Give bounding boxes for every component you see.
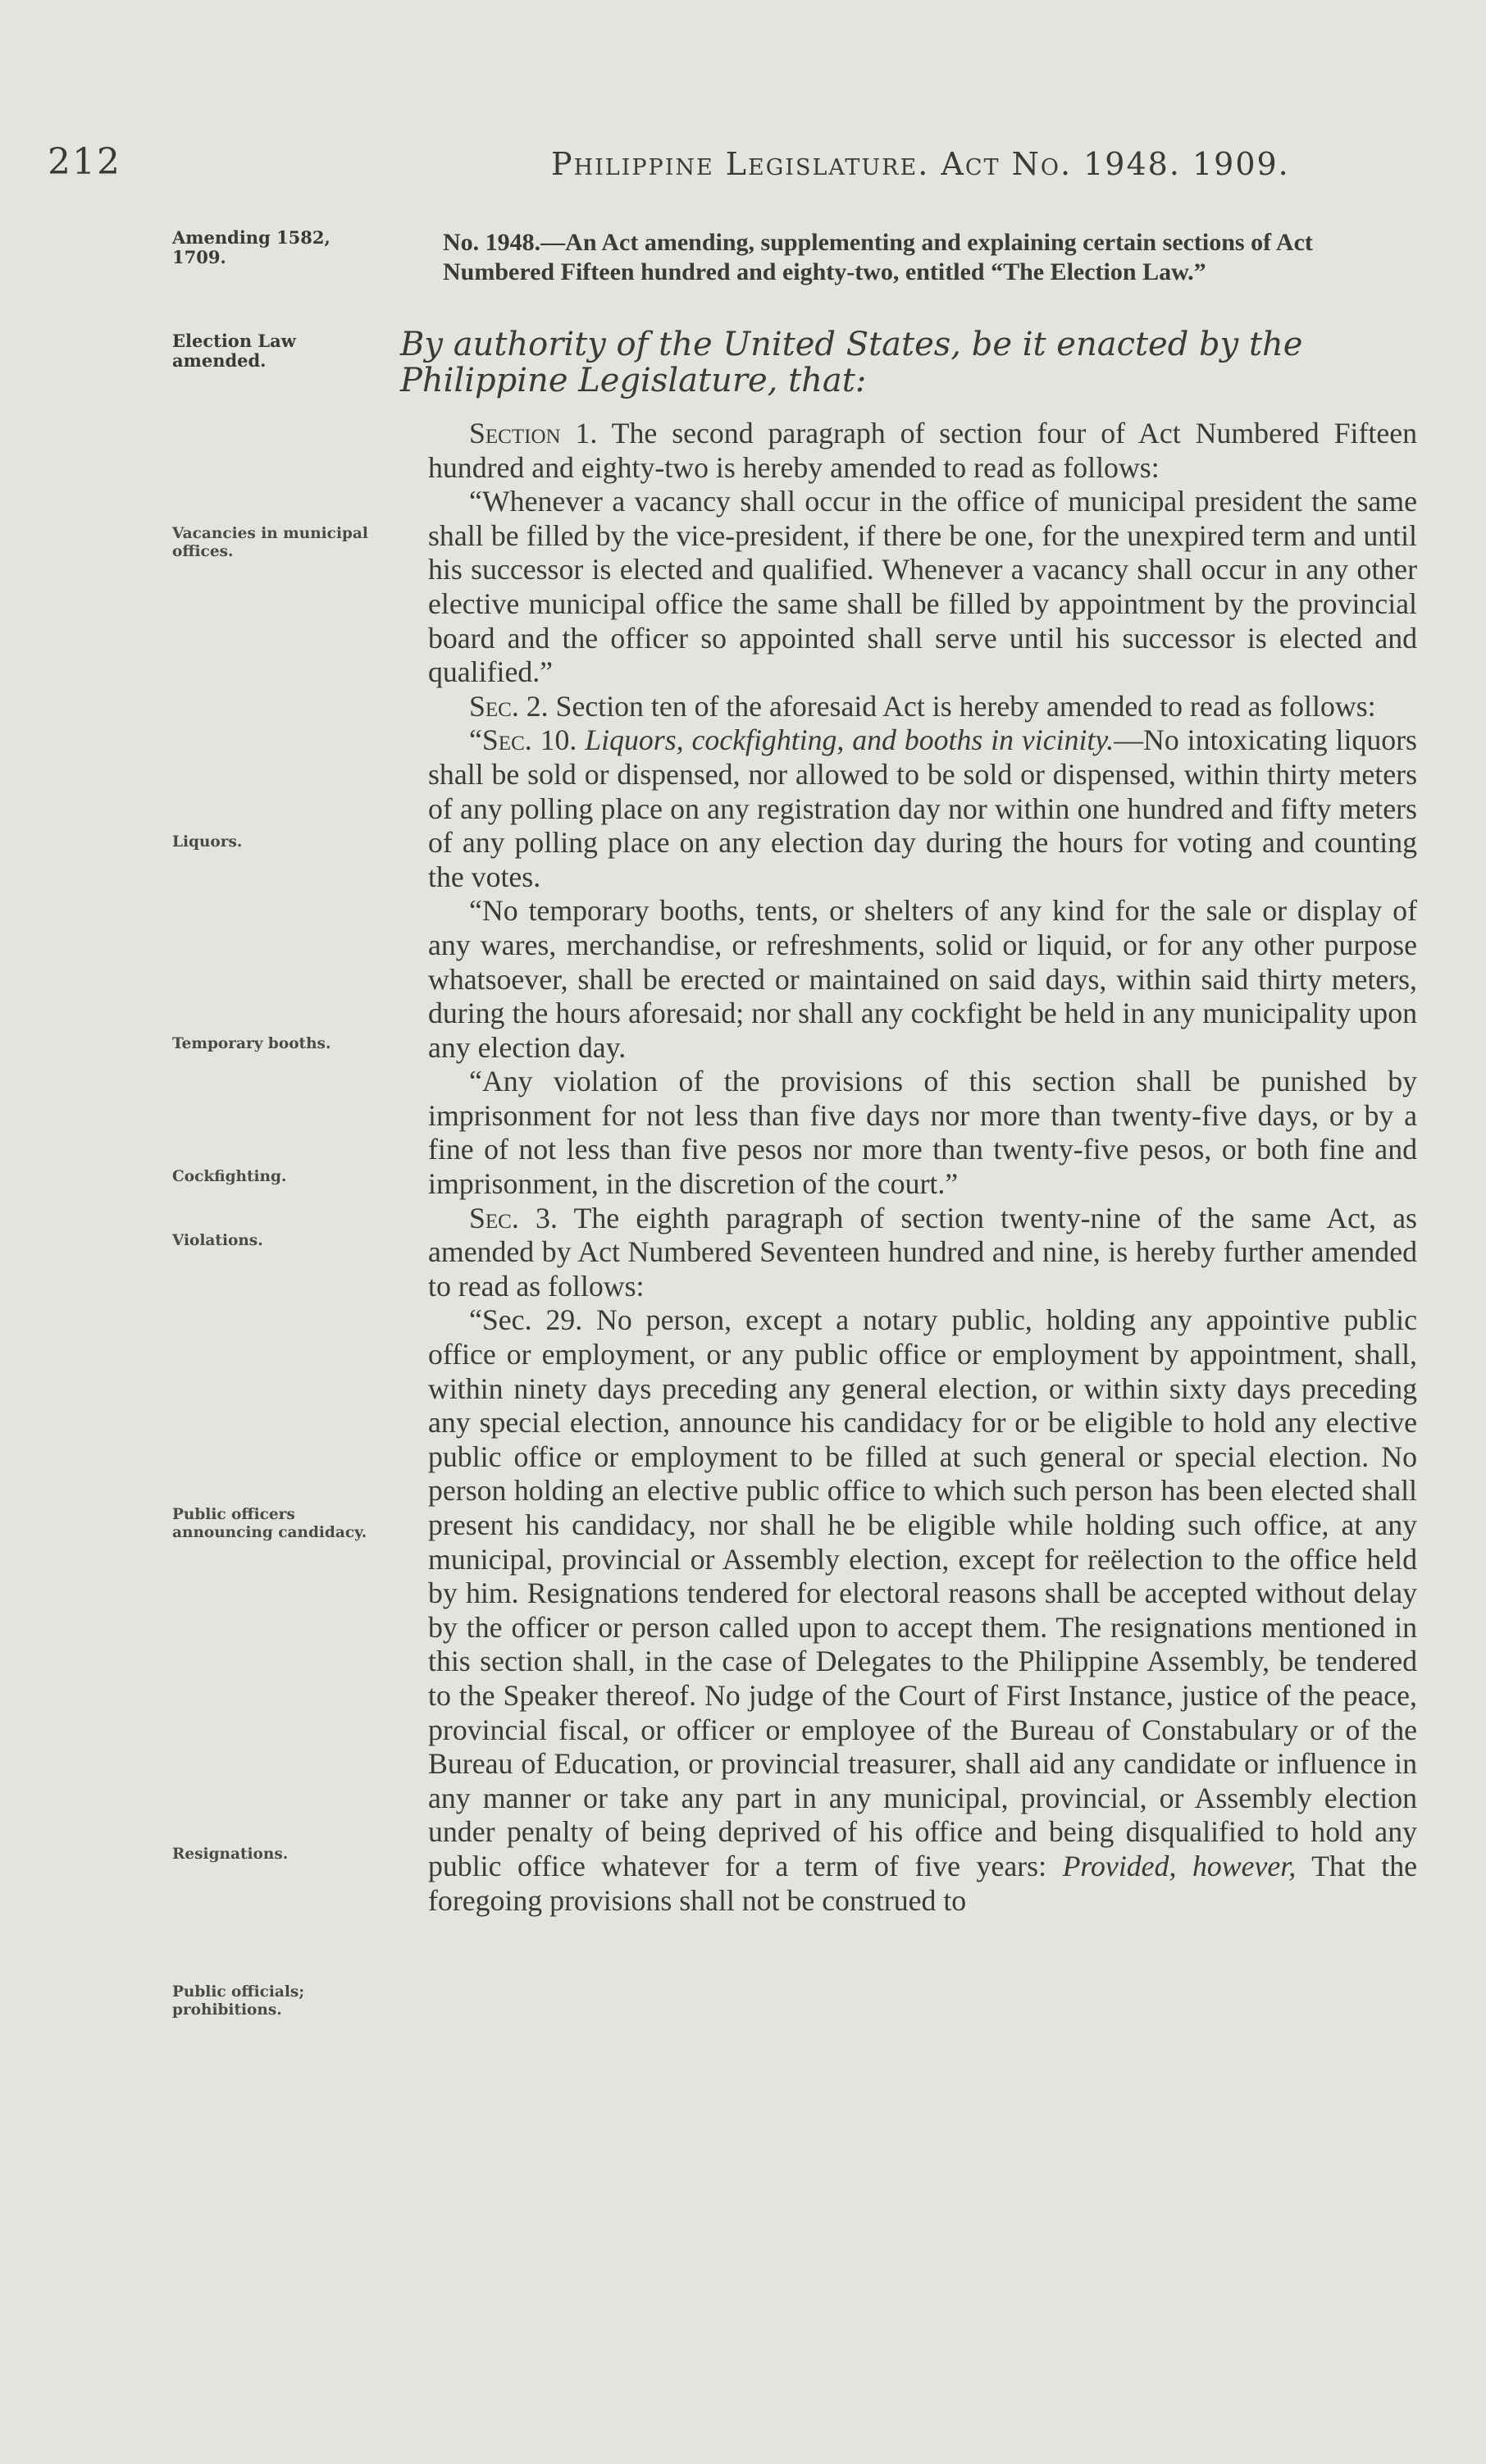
margin-note-cockfighting: Cockfighting. [172,1168,287,1185]
margin-note-election-law: Election Law amended. [172,331,296,371]
section-1-label: Section 1. [469,417,598,449]
running-title: Philippine Legislature. Act No. 1948. 1909. [551,146,1290,182]
act-title-block [172,228,1419,326]
margin-note-amending: Amending 1582, 1709. [172,227,330,267]
sec-10-heading: Liquors, cockfighting, and booths in vicinity. [585,723,1114,757]
margin-note-vacancies: Vacancies in municipal offices. [172,525,368,560]
paragraph-text: Section ten of the aforesaid Act is hereby amended to read as follows: [548,689,1376,723]
section-3-label: Sec. 3. [469,1201,558,1234]
paragraph-text: The eighth paragraph of section twenty-nine of the same Act, as amended by Act Numbered Seventeen hundred and nine, is hereby further amended to read as follows: [428,1201,1417,1303]
page-number: 212 [48,141,121,183]
act-body [428,417,1417,1918]
paragraph-vacancies: “Whenever a vacancy shall occur in the office of municipal president the same shall be filled by the vice-president, if there be one, for the unexpired term and until his successor is elected and qualified. Whenever a vacancy shall occur in any other elective municipal office the same shall be filled by appointment by the provincial board and the officer so appointed shall serve until his successor is elected and qualified.” [428,485,1417,689]
enacting-clause-block [172,326,1419,400]
paragraph-text: “Sec. 29. No person, except a notary public, holding any appointive public office or employment, or any public office or employment by appointment, shall, within ninety days preceding any general election, or within sixty days preceding any special election, announce his candidacy for or be eligible to hold any elective public office or employment to be filled at such general or special election. No person holding an elective public office to which such person has been elected shall present his candidacy, nor shall he be eligible while holding such office, at any municipal, provincial or Assembly election, except for reëlection to the office held by him. Resignations tendered for electoral reasons shall be accepted without delay by the officer or person called upon to accept them. The resignations mentioned in this section shall, in the case of Delegates to the Philippine Assembly, be tendered to the Speaker thereof. No judge of the Court of First Instance, justice of the peace, provincial fiscal, or officer or employee of the Bureau of Constabulary or of the Bureau of Education, or provincial treasurer, shall aid any candidate or influence in any manner or take any part in any municipal, provincial, or Assembly election under penalty of being deprived of his office and being disqualified to hold any public office whatever for a term of five years: [428,1303,1417,1882]
section-2-label: Sec. 2. [469,689,549,723]
paragraph-section-2 [428,690,1417,724]
margin-note-public-officials: Public officials; prohibitions. [172,1983,305,2019]
paragraph-section-1 [428,417,1417,485]
sec-10-label: “Sec. 10. [469,723,586,757]
paragraph-violations: “Any violation of the provisions of this section shall be punished by imprisonment for not less than five days nor more than twenty-five days, or by a fine of not less than five pesos nor more than twenty-five pesos, or both fine and imprisonment, in the discretion of the court.” [428,1065,1417,1201]
proviso-italic: Provided, however, [1062,1849,1297,1882]
margin-note-temporary-booths: Temporary booths. [172,1035,331,1052]
act-title-text: —An Act amending, supplementing and explaining certain sections of Act Numbered Fifteen hundred and eighty-two, entitled “The Election Law.” [443,229,1313,285]
act-title [443,228,1419,287]
margin-note-public-officers: Public officers announcing candidacy. [172,1506,367,1541]
paragraph-text-end: That the foregoing provisions shall not be construed to [428,1849,1417,1917]
page-header [48,141,1486,190]
enacting-clause: By authority of the United States, be it enacted by the Philippine Legislature, that: [400,326,1303,399]
margin-note-liquors: Liquors. [172,833,243,851]
paragraph-sec-29 [428,1303,1417,1918]
paragraph-text: —No intoxicating liquors shall be sold or dispensed, nor allowed to be sold or dispensed, within thirty meters of any polling place on any registration day nor within one hundred and fifty meters of any polling place on any election day during the hours for voting and counting the votes. [428,723,1417,893]
act-number: No. 1948. [443,229,541,256]
paragraph-text: The second paragraph of section four of Act Numbered Fifteen hundred and eighty-two is hereby amended to read as follows: [428,417,1417,484]
paragraph-sec-10 [428,723,1417,894]
margin-note-violations: Violations. [172,1232,263,1249]
paragraph-temporary-booths: “No temporary booths, tents, or shelters of any kind for the sale or display of any wares, merchandise, or refreshments, solid or liquid, or for any other purpose whatsoever, shall be erected or maintained on said days, within said thirty meters, during the hours aforesaid; nor shall any cockfight be held in any municipality upon any election day. [428,894,1417,1064]
paragraph-section-3 [428,1202,1417,1304]
margin-note-resignations: Resignations. [172,1846,289,1863]
